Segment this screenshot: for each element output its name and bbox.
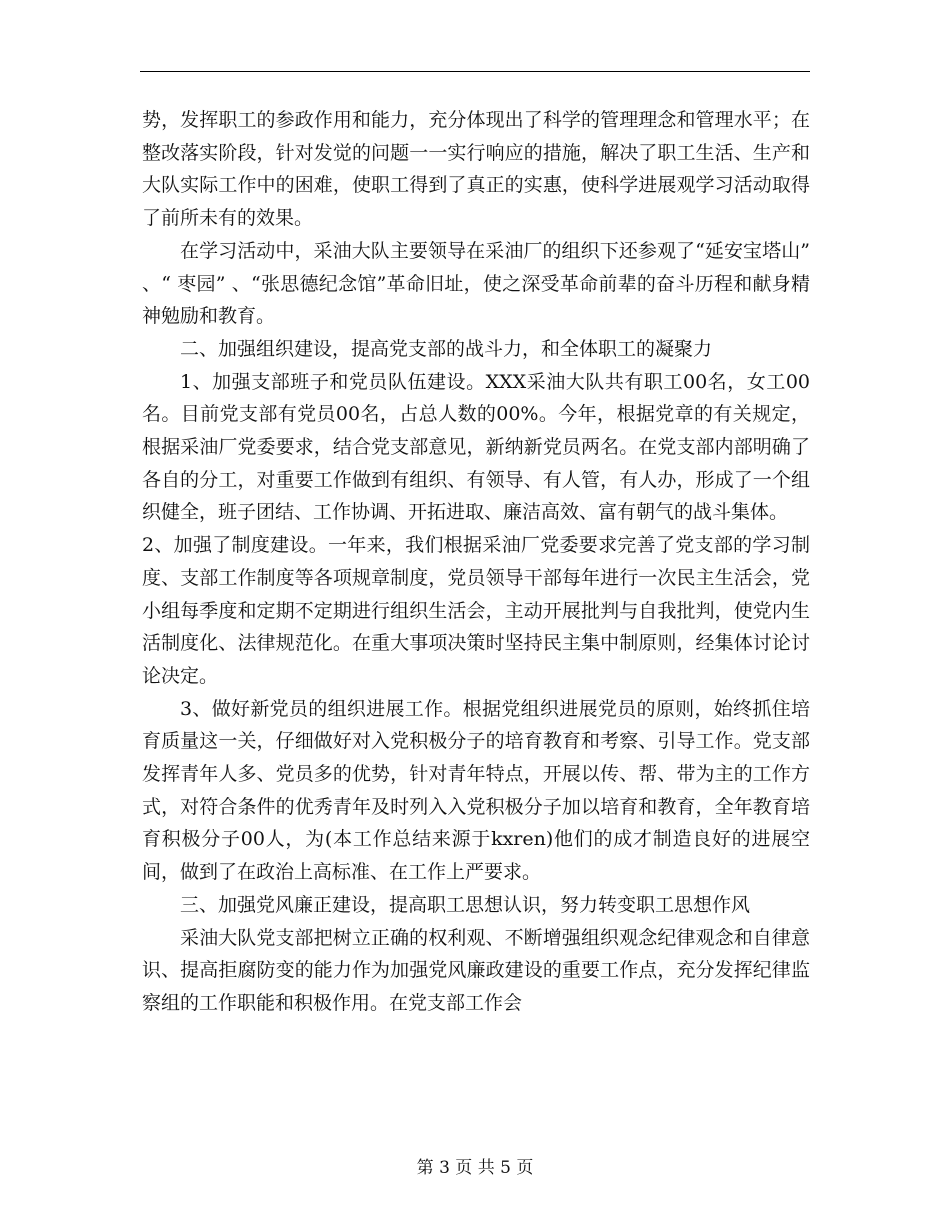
section-heading-2: 二、加强组织建设，提高党支部的战斗力，和全体职工的凝聚力 [180,337,713,360]
section-heading-3: 三、加强党风廉正建设，提高职工思想认识，努力转变职工思想作风 [180,893,751,916]
header-rule [140,71,810,72]
paragraph-final: 采油大队党支部把树立正确的权利观、不断增强组织观念纪律观念和自律意识、提高拒腐防变的能力作为加强党风廉政建设的重要工作点，充分发挥纪律监察组的工作职能和积极作用。在党支部工作会 [142,926,810,1014]
paragraph-2: 在学习活动中，采油大队主要领导在采油厂的组织下还参观了“延安宝塔山” 、“ 枣园” 、“张思德纪念馆”革命旧址，使之深受革命前辈的奋斗历程和献身精神勉励和教育。 [142,239,810,328]
page-footer: 第 3 页 共 5 页 [416,1158,534,1178]
paragraph-item-2: 2、加强了制度建设。一年来，我们根据采油厂党委要求完善了党支部的学习制度、支部工作制度等各项规章制度，党员领导干部每年进行一次民主生活会，党小组每季度和定期不定期进行组织生活会，主动开展批判与自我批判，使党内生活制度化、法律规范化。在重大事项决策时坚持民主集中制原则，经集体讨论讨论决定。 [142,534,810,687]
paragraph-item-3: 3、做好新党员的组织进展工作。根据党组织进展党员的原则，始终抓住培育质量这一关，仔细做好对入党积极分子的培育教育和考察、引导工作。党支部发挥青年人多、党员多的优势，针对青年特点，开展以传、帮、带为主的工作方式，对符合条件的优秀青年及时列入入党积极分子加以培育和教育，全年教育培育积极分子00人，为(本工作总结来源于kxren)他们的成才制造良好的进展空间，做到了在政治上高标准、在工作上严要求。 [142,697,810,884]
body-text [142,104,810,1020]
paragraph-item-1: 1、加强支部班子和党员队伍建设。XXX采油大队共有职工00名，女工00名。目前党支部有党员00名，占总人数的00%。今年，根据党章的有关规定，根据采油厂党委要求，结合党支部意见，新纳新党员两名。在党支部内部明确了各自的分工，对重要工作做到有组织、有领导、有人管，有人办，形成了一个组织健全，班子团结、工作协调、开拓进取、廉洁高效、富有朝气的战斗集体。 [142,370,810,524]
paragraph-1: 势，发挥职工的参政作用和能力，充分体现出了科学的管理理念和管理水平；在整改落实阶段，针对发觉的问题一一实行响应的措施，解决了职工生活、生产和大队实际工作中的困难，使职工得到了真正的实惠，使科学进展观学习活动取得了前所未有的效果。 [142,109,810,230]
